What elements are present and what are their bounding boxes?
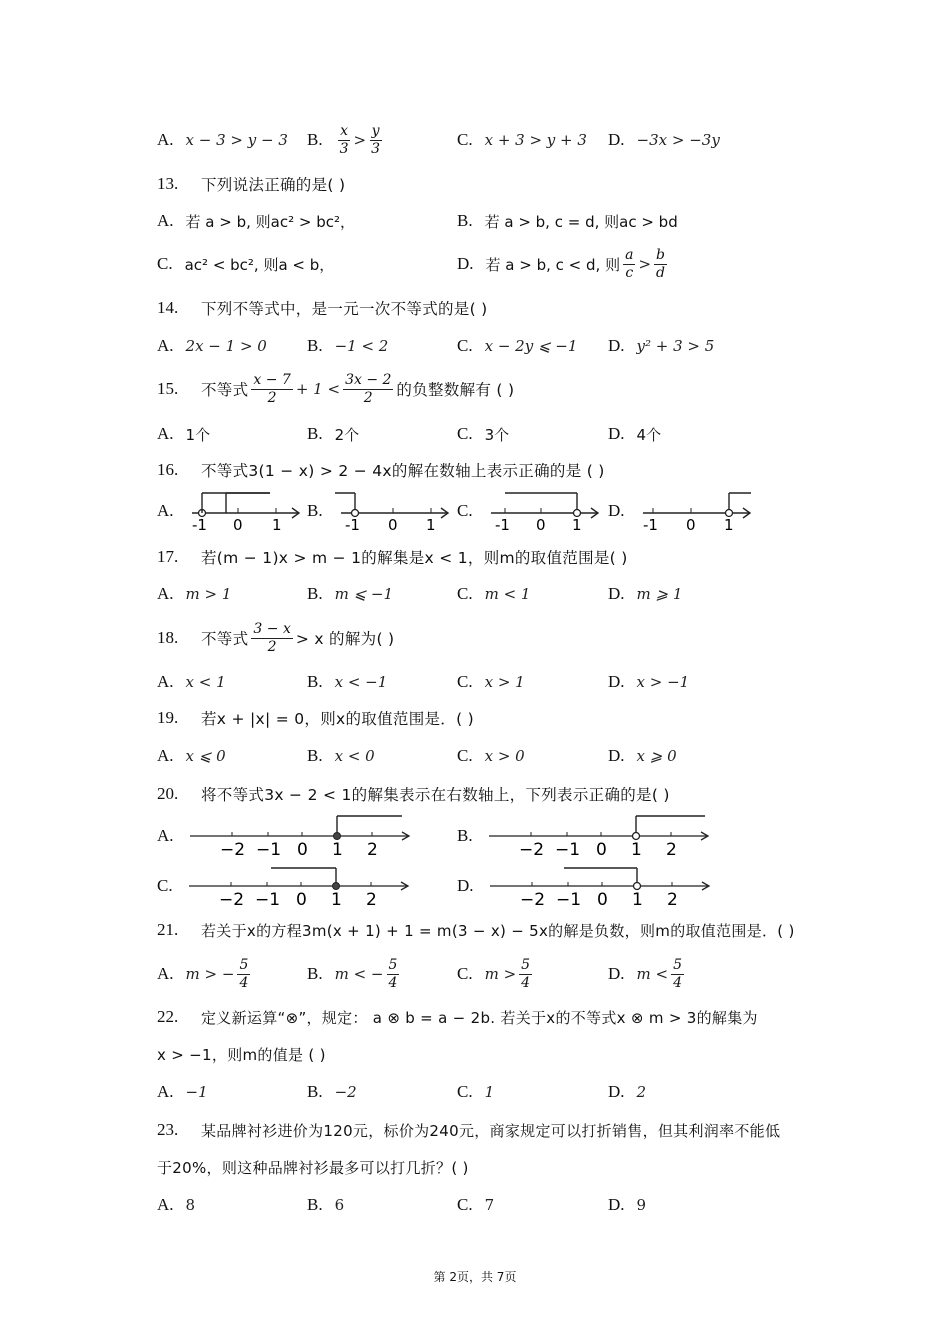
tick-label: 0 — [387, 516, 398, 533]
number-line-d — [486, 862, 716, 910]
fraction: $\frac{x - 7}{2}$ — [253, 371, 291, 406]
q19-stem: 19. 若x + |x| = 0，则x的取值范围是．( ) — [157, 708, 475, 728]
q23-option-c[interactable]: C. 7 — [457, 1195, 495, 1214]
q19-option-c[interactable]: C. x > 0 — [457, 746, 525, 765]
fraction: $\frac{a}{c}$ — [625, 246, 634, 281]
number-line-a — [186, 489, 304, 533]
q16-options — [157, 489, 847, 533]
q18-options — [157, 662, 847, 702]
q22-option-b[interactable]: B. −2 — [307, 1082, 357, 1101]
q18-stem: 18. 不等式 $\frac{3 - x}{2}$ > x 的解为( ) — [157, 620, 395, 655]
tick-label: 1 — [631, 890, 643, 910]
q20-options-row2 — [157, 864, 847, 908]
q15-option-c[interactable]: C. 3个 — [457, 424, 510, 444]
q18-option-d[interactable]: D. x > −1 — [608, 672, 690, 691]
tick-label: −1 — [554, 840, 580, 860]
tick-label: 0 — [295, 890, 307, 910]
q23-option-b[interactable]: B. 6 — [307, 1195, 345, 1214]
q13-option-c[interactable]: C. ac² < bc², 则a < b， — [157, 254, 335, 274]
tick-label: 2 — [666, 890, 678, 910]
tick-label: 1 — [271, 516, 282, 533]
tick-label: −1 — [555, 890, 581, 910]
fraction: $\frac{5}{4}$ — [673, 956, 683, 991]
q14-option-b[interactable]: B. −1 < 2 — [307, 336, 389, 355]
tick-label: 2 — [365, 890, 377, 910]
tick-label: -1 — [642, 516, 658, 533]
q16-option-d[interactable]: D. -1 0 1 — [608, 489, 755, 533]
q20-option-a[interactable]: A. −2 −1 0 1 2 — [157, 814, 416, 858]
q19-option-d[interactable]: D. x ⩾ 0 — [608, 746, 677, 765]
q20-options-row1 — [157, 814, 847, 858]
number-line-b — [335, 489, 453, 533]
tick-label: −1 — [254, 890, 280, 910]
number-line-d — [637, 489, 755, 533]
q14-stem: 14. 下列不等式中，是一元一次不等式的是( ) — [157, 298, 488, 318]
fraction: $\frac{y}{3}$ — [371, 122, 381, 157]
q21-option-d[interactable]: D. m < $\frac{5}{4}$ — [608, 956, 683, 991]
q19-option-a[interactable]: A. x ⩽ 0 — [157, 746, 226, 765]
q13-option-b[interactable]: B. 若 a > b, c = d, 则ac > bd — [457, 211, 678, 231]
fraction: $\frac{5}{4}$ — [388, 956, 398, 991]
q23-stem-line2: 于20%，则这种品牌衬衫最多可以打几折？( ) — [157, 1158, 469, 1177]
fraction: $\frac{b}{d}$ — [656, 246, 665, 281]
tick-label: 0 — [595, 840, 607, 860]
tick-label: -1 — [344, 516, 360, 533]
q21-option-b[interactable]: B. m < − $\frac{5}{4}$ — [307, 956, 398, 991]
tick-label: 1 — [723, 516, 734, 533]
q22-option-c[interactable]: C. 1 — [457, 1082, 495, 1101]
q21-option-c[interactable]: C. m > $\frac{5}{4}$ — [457, 956, 531, 991]
tick-label: 1 — [331, 840, 343, 860]
q16-stem: 16. 不等式3(1 − x) > 2 − 4x的解在数轴上表示正确的是 ( ) — [157, 460, 605, 480]
fraction: $\frac{3x - 2}{2}$ — [345, 371, 392, 406]
q15-options — [157, 414, 847, 454]
tick-label: 0 — [596, 890, 608, 910]
q18-option-a[interactable]: A. x < 1 — [157, 672, 226, 691]
tick-label: −2 — [219, 840, 245, 860]
tick-label: −2 — [519, 890, 545, 910]
fraction: $\frac{5}{4}$ — [239, 956, 249, 991]
fraction: $\frac{x}{3}$ — [339, 122, 349, 157]
q12-option-a[interactable]: A. x − 3 > y − 3 — [157, 130, 288, 149]
q22-option-a[interactable]: A. −1 — [157, 1082, 208, 1101]
q21-options — [157, 952, 847, 996]
tick-label: 0 — [535, 516, 546, 533]
number-line-b — [485, 812, 715, 860]
q14-options — [157, 326, 847, 366]
q22-option-d[interactable]: D. 2 — [608, 1082, 647, 1101]
q12-options — [157, 120, 847, 160]
q15-option-b[interactable]: B. 2个 — [307, 424, 360, 444]
tick-label: 2 — [366, 840, 378, 860]
tick-label: 1 — [425, 516, 436, 533]
q12-option-d[interactable]: D. −3x > −3y — [608, 130, 720, 149]
tick-label: −2 — [218, 890, 244, 910]
fraction: $\frac{3 - x}{2}$ — [253, 620, 291, 655]
q23-options — [157, 1185, 847, 1225]
q13-option-a[interactable]: A. 若 a > b, 则ac² > bc²， — [157, 211, 355, 231]
q14-option-d[interactable]: D. y² + 3 > 5 — [608, 336, 715, 355]
q19-options — [157, 736, 847, 776]
q15-option-d[interactable]: D. 4个 — [608, 424, 662, 444]
q13-options-row2 — [157, 244, 847, 284]
q17-option-d[interactable]: D. m ⩾ 1 — [608, 584, 683, 603]
tick-label: 0 — [296, 840, 308, 860]
number-line-c — [485, 489, 603, 533]
number-line-a — [186, 812, 416, 860]
q17-option-b[interactable]: B. m ⩽ −1 — [307, 584, 394, 603]
tick-label: 0 — [685, 516, 696, 533]
q23-option-d[interactable]: D. 9 — [608, 1195, 647, 1214]
tick-label: −1 — [255, 840, 281, 860]
tick-label: 1 — [330, 890, 342, 910]
q20-stem: 20. 将不等式3x − 2 < 1的解集表示在右数轴上，下列表示正确的是( ) — [157, 784, 670, 804]
q21-option-a[interactable]: A. m > − $\frac{5}{4}$ — [157, 956, 249, 991]
number-line-c — [185, 862, 415, 910]
q22-stem-line2: x > −1，则m的值是 ( ) — [157, 1045, 326, 1064]
q14-option-c[interactable]: C. x − 2y ⩽ −1 — [457, 336, 578, 355]
q17-stem: 17. 若(m − 1)x > m − 1的解集是x < 1，则m的取值范围是( ) — [157, 547, 628, 567]
q22-options — [157, 1072, 847, 1112]
q13-options-row1 — [157, 201, 847, 241]
q23-stem: 23. 某品牌衬衫进价为120元，标价为240元，商家规定可以打折销售，但其利润率不能低 — [157, 1120, 781, 1140]
tick-label: -1 — [191, 516, 207, 533]
q21-stem: 21. 若关于x的方程3m(x + 1) + 1 = m(3 − x) − 5x的解是负数，则m的取值范围是．( ) — [157, 920, 795, 940]
page-footer: 第 2页，共 7页 — [433, 1270, 517, 1284]
q22-stem: 22. 定义新运算“⊗”，规定： a ⊗ b = a − 2b. 若关于x的不等式x ⊗ m > 3的解集为 — [157, 1007, 758, 1027]
q17-option-a[interactable]: A. m > 1 — [157, 584, 232, 603]
tick-label: -1 — [494, 516, 510, 533]
q13-stem: 13. 下列说法正确的是( ) — [157, 174, 346, 194]
q16-option-b[interactable]: B. -1 0 1 — [307, 489, 453, 533]
q18-option-b[interactable]: B. x < −1 — [307, 672, 388, 691]
q16-option-a[interactable]: A. -1 0 1 — [157, 489, 304, 533]
q18-option-c[interactable]: C. x > 1 — [457, 672, 525, 691]
q20-option-c[interactable]: C. −2 −1 0 1 2 — [157, 864, 415, 908]
q12-option-c[interactable]: C. x + 3 > y + 3 — [457, 130, 587, 149]
q19-option-b[interactable]: B. x < 0 — [307, 746, 375, 765]
q17-option-c[interactable]: C. m < 1 — [457, 584, 531, 603]
tick-label: 2 — [665, 840, 677, 860]
q15-option-a[interactable]: A. 1个 — [157, 424, 211, 444]
tick-label: 1 — [571, 516, 582, 533]
q16-option-c[interactable]: C. -1 0 1 — [457, 489, 603, 533]
q23-option-a[interactable]: A. 8 — [157, 1195, 196, 1214]
q12-option-b[interactable]: B. $\frac{x}{3}$ > $\frac{y}{3}$ — [307, 122, 381, 157]
q15-stem: 15. 不等式 $\frac{x - 7}{2}$ + 1 < $\frac{3x - 2}{2}$ 的负整数解有 ( ) — [157, 371, 515, 406]
q13-option-d[interactable]: D. 若 a > b, c < d, 则 $\frac{a}{c}$ > $\frac{b}{d}$ — [457, 246, 665, 281]
tick-label: 1 — [630, 840, 642, 860]
q20-option-b[interactable]: B. −2 −1 0 1 2 — [457, 814, 715, 858]
q14-option-a[interactable]: A. 2x − 1 > 0 — [157, 336, 267, 355]
q20-option-d[interactable]: D. −2 −1 0 1 2 — [457, 864, 716, 908]
q17-options — [157, 574, 847, 614]
tick-label: −2 — [518, 840, 544, 860]
tick-label: 0 — [232, 516, 243, 533]
fraction: $\frac{5}{4}$ — [521, 956, 531, 991]
